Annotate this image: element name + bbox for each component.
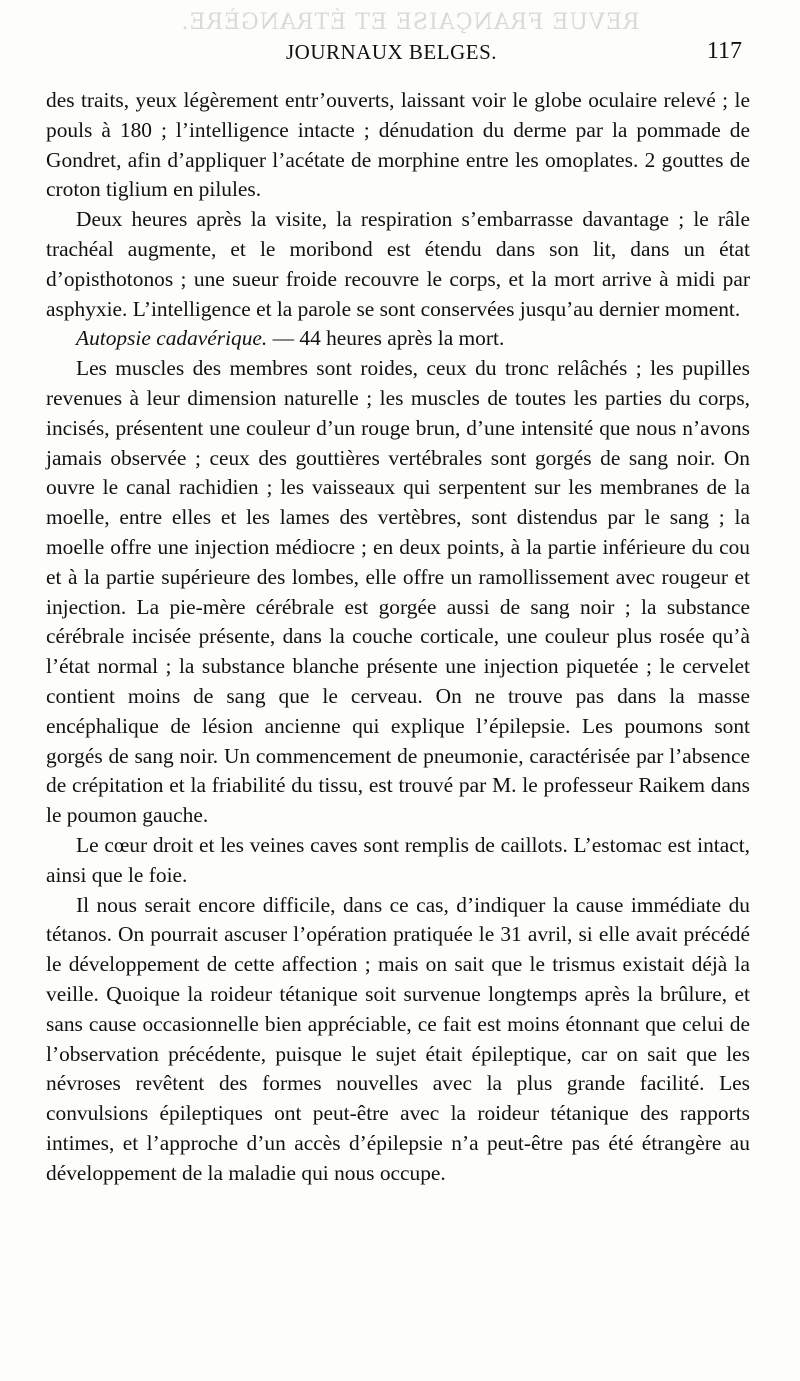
paragraph-continuation: des traits, yeux légèrement entr’ouverts, laissant voir le globe oculaire relevé ; le pouls à 180 ; l’intelligence intacte ; dénudation du derme par la pommade de Gondret, afin d’appliquer l’acétate de morphine entre les omoplates. 2 gouttes de croton tiglium en pilules. — [46, 88, 750, 202]
paragraph-autopsy-heading — [46, 324, 750, 354]
paragraph-heart: Le cœur droit et les veines caves sont remplis de caillots. L’estomac est intact, ainsi que le foie. — [46, 832, 750, 887]
paragraph-death: Deux heures après la visite, la respiration s’embarrasse davantage ; le râle trachéal augmente, et le moribond est étendu dans son lit, dans un état d’opisthotonos ; une sueur froide recouvre le corps, et la mort arrive à midi par asphyxie. L’intelligence et la parole se sont conservées jusqu’au dernier moment. — [46, 207, 750, 321]
running-title: JOURNAUX BELGES. — [286, 40, 498, 64]
body-text — [46, 86, 750, 1188]
bleed-through-text: REVUE FRANÇAISE ET ÉTRANGÈRE. — [180, 10, 640, 35]
paragraph-autopsy-findings: Les muscles des membres sont roides, ceux du tronc relâchés ; les pupilles revenues à leur dimension naturelle ; les muscles de toutes les parties du corps, incisés, présentent une couleur d’un rouge brun, d’une intensité que nous n’avons jamais observée ; ceux des gouttières vertébrales sont gorgés de sang noir. On ouvre le canal rachidien ; les vaisseaux qui serpentent sur les membranes de la moelle, entre elles et les lames des vertèbres, sont distendus par le sang ; la moelle offre une injection médiocre ; en deux points, à la partie inférieure du cou et à la partie supérieure des lombes, elle offre un ramollissement avec rougeur et injection. La pie-mère cérébrale est gorgée aussi de sang noir ; la substance cérébrale incisée présente, dans la couche corticale, une couleur plus rosée qu’à l’état normal ; la substance blanche présente une injection piquetée ; le cervelet contient moins de sang que le cerveau. On ne trouve pas dans la masse encéphalique de lésion ancienne qui explique l’épilepsie. Les poumons sont gorgés de sang noir. Un commencement de pneumonie, caractérisée par l’absence de crépitation et la friabilité du tissu, est trouvé par M. le professeur Raikem dans le poumon gauche. — [46, 356, 750, 828]
paragraph-discussion: Il nous serait encore difficile, dans ce cas, d’indiquer la cause immédiate du tétanos. On pourrait ascuser l’opération pratiquée le 31 avril, si elle avait précédé le développement de cette affection ; mais on sait que le trismus existait déjà la veille. Quoique la roideur tétanique soit survenue longtemps après la brûlure, et sans cause occasionnelle bien appréciable, ce fait est moins étonnant que celui de l’observation précédente, puisque le sujet était épileptique, car on sait que les névroses revêtent des formes nouvelles avec la plus grande facilité. Les convulsions épileptiques ont peut-être avec la roideur tétanique des rapports intimes, et l’approche d’un accès d’épilepsie n’a peut-être pas été étrangère au développement de la maladie qui nous occupe. — [46, 892, 750, 1185]
autopsy-timing: — 44 heures après la mort. — [267, 326, 505, 351]
page-header — [46, 38, 746, 72]
page-number: 117 — [706, 38, 742, 64]
autopsy-subheading: Autopsie cadavérique. — [76, 326, 268, 351]
